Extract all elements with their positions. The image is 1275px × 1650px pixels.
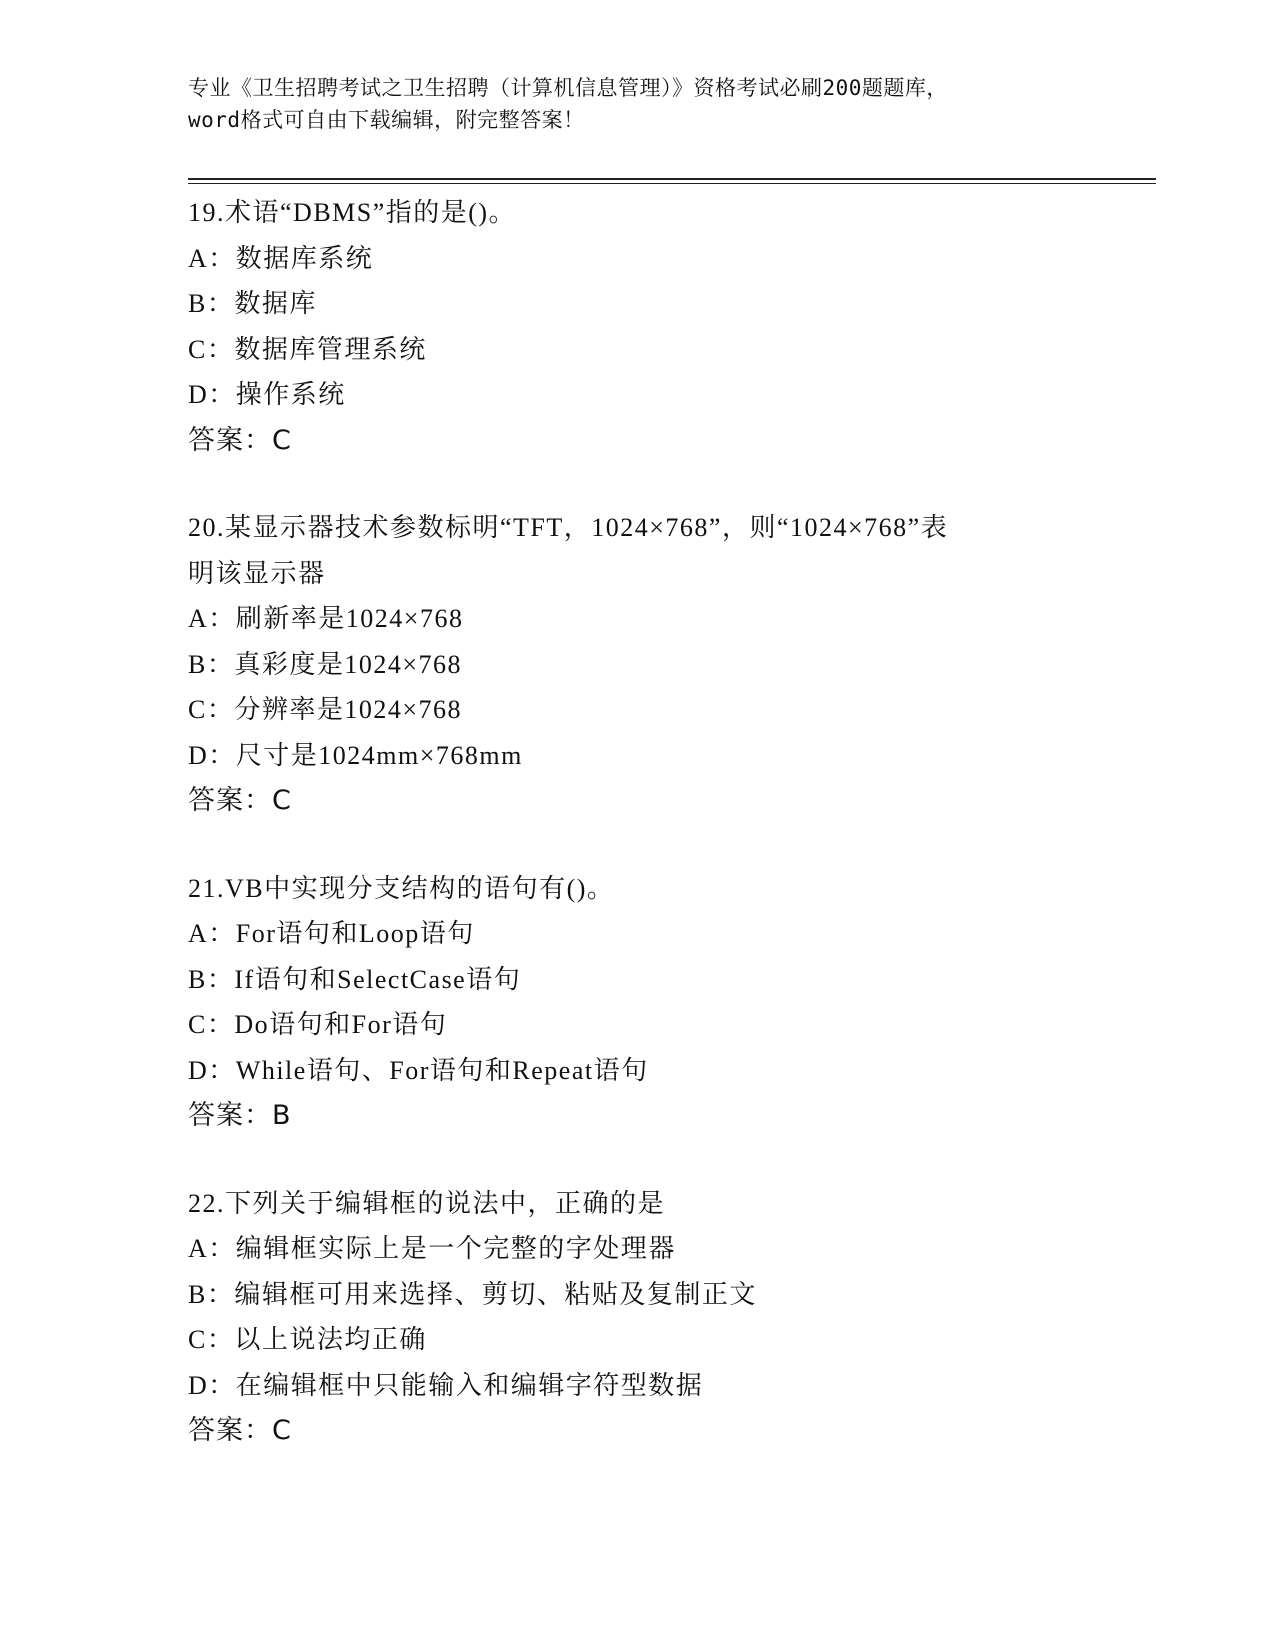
question-list [188, 190, 1088, 1496]
question-stem-line: 20.某显示器技术参数标明“TFT，1024×768”，则“1024×768”表 [188, 513, 949, 542]
question-stem-line: 明该显示器 [188, 558, 326, 588]
question-stem [188, 505, 1088, 596]
header-line-1: 专业《卫生招聘考试之卫生招聘（计算机信息管理）》资格考试必刷200题题库， [188, 76, 948, 100]
question-stem [188, 866, 1088, 912]
question-stem [188, 1181, 1088, 1227]
question-21 [188, 866, 1088, 1139]
option-c: C：Do语句和For语句 [188, 1010, 448, 1039]
option-d: D：操作系统 [188, 380, 346, 409]
option-d: D：在编辑框中只能输入和编辑字符型数据 [188, 1370, 704, 1400]
option-b: B：If语句和SelectCase语句 [188, 964, 522, 994]
option-a: A：For语句和Loop语句 [188, 919, 475, 948]
answer: 答案：B [188, 1100, 292, 1131]
option-c: C：数据库管理系统 [188, 334, 427, 364]
option-d: D：尺寸是1024mm×768mm [188, 740, 523, 770]
answer: 答案：C [188, 1415, 292, 1446]
question-stem-line: 22.下列关于编辑框的说法中，正确的是 [188, 1188, 666, 1218]
question-stem-line: 19.术语“DBMS”指的是()。 [188, 198, 517, 227]
option-c: C：分辨率是1024×768 [188, 695, 463, 724]
question-19 [188, 190, 1088, 463]
option-a: A：数据库系统 [188, 243, 374, 273]
option-d: D：While语句、For语句和Repeat语句 [188, 1055, 649, 1085]
header-divider-thick [188, 178, 1156, 180]
option-a: A：编辑框实际上是一个完整的字处理器 [188, 1234, 676, 1263]
option-c: C：以上说法均正确 [188, 1325, 427, 1354]
option-b: B：真彩度是1024×768 [188, 649, 463, 679]
question-stem-line: 21.VB中实现分支结构的语句有()。 [188, 873, 615, 903]
question-22 [188, 1181, 1088, 1454]
question-20 [188, 505, 1088, 824]
option-b: B：编辑框可用来选择、剪切、粘贴及复制正文 [188, 1279, 757, 1309]
option-a: A：刷新率是1024×768 [188, 604, 464, 633]
header-line-2: word格式可自由下载编辑，附完整答案！ [188, 108, 585, 132]
answer: 答案：C [188, 424, 292, 456]
answer: 答案：C [188, 785, 292, 816]
document-header [188, 72, 1088, 136]
option-b: B：数据库 [188, 289, 317, 318]
header-divider-thin [188, 183, 1156, 184]
question-stem [188, 190, 1088, 236]
